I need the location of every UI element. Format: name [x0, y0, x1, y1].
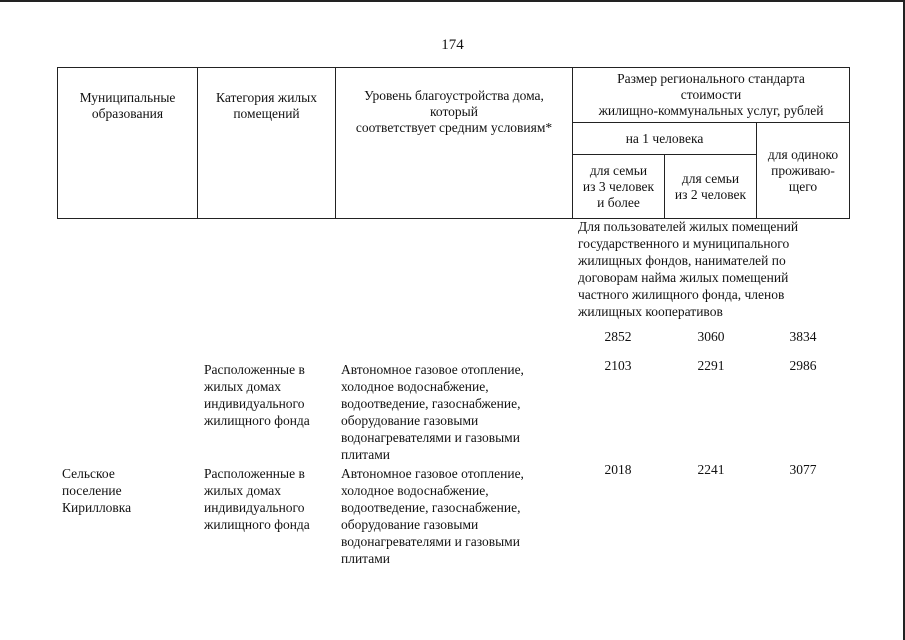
category-line: жилищного фонда [204, 517, 310, 532]
municipality-cell [62, 465, 131, 516]
users-note-line: государственного и муниципального [578, 236, 790, 251]
category-line: Расположенные в [204, 466, 305, 481]
header-level [336, 68, 573, 219]
header-table [57, 67, 850, 219]
value-single: 3077 [789, 462, 817, 477]
level-line: водонагревателями и газовыми [341, 430, 520, 445]
municipality-line: Кирилловка [62, 500, 132, 515]
users-note-line: договорам найма жилых помещений [578, 270, 789, 285]
users-note-line: частного жилищного фонда, членов [578, 287, 785, 302]
category-line: Расположенные в [204, 362, 305, 377]
level-line: оборудование газовыми [341, 517, 479, 532]
header-family2-line: из 2 человек [674, 186, 747, 202]
level-line: оборудование газовыми [341, 413, 479, 428]
category-line: индивидуального [204, 396, 305, 411]
header-level-line: Уровень благоустройства дома, [364, 88, 544, 103]
level-line: плитами [341, 551, 391, 566]
header-family2-line: для семьи [681, 170, 740, 186]
header-standard-line: Размер регионального стандарта [617, 71, 805, 86]
header-level-line: который [430, 104, 478, 119]
value-family2: 3060 [697, 329, 725, 344]
header-per-person: на 1 человека [573, 123, 757, 155]
value-family2: 2291 [697, 358, 725, 373]
header-standard-line: стоимости [680, 87, 742, 102]
header-single [757, 123, 850, 219]
page-border-top [0, 0, 905, 2]
value-single: 2986 [789, 358, 817, 373]
users-note-line: жилищных фондов, нанимателей по [578, 253, 786, 268]
page-number: 174 [441, 37, 464, 53]
category-line: индивидуального [204, 500, 305, 515]
category-line: жилых домах [204, 379, 282, 394]
value-family2: 2241 [697, 462, 725, 477]
level-line: плитами [341, 447, 391, 462]
header-category: Категория жилых помещений [198, 68, 336, 219]
header-standard-line: жилищно-коммунальных услуг, рублей [598, 103, 824, 118]
level-line: Автономное газовое отопление, [341, 466, 524, 481]
header-family3-line: и более [597, 194, 640, 210]
level-line: водонагревателями и газовыми [341, 534, 520, 549]
category-cell [204, 361, 310, 429]
users-note-line: Для пользователей жилых помещений [578, 219, 799, 234]
level-cell [341, 361, 524, 463]
header-family3 [573, 155, 665, 219]
level-line: холодное водоснабжение, [341, 483, 489, 498]
category-line: жилищного фонда [204, 413, 310, 428]
header-family3-line: из 3 человек [582, 178, 655, 194]
value-family3: 2852 [604, 329, 632, 344]
header-level-line: соответствует средним условиям* [355, 120, 553, 135]
category-line: жилых домах [204, 483, 282, 498]
level-line: водоотведение, газоснабжение, [341, 500, 521, 515]
header-standard [573, 68, 850, 123]
level-line: холодное водоснабжение, [341, 379, 489, 394]
header-single-line: щего [788, 178, 818, 194]
header-single-line: для одиноко [767, 146, 839, 162]
municipality-line: Сельское [62, 466, 115, 481]
header-family2 [665, 155, 757, 219]
value-family3: 2018 [604, 462, 632, 477]
header-municipality: Муниципальные образования [58, 68, 198, 219]
level-line: водоотведение, газоснабжение, [341, 396, 521, 411]
value-single: 3834 [789, 329, 817, 344]
value-family3: 2103 [604, 358, 632, 373]
users-note-line: жилищных кооперативов [578, 304, 723, 319]
header-single-line: проживаю- [771, 162, 835, 178]
level-cell [341, 465, 524, 567]
level-line: Автономное газовое отопление, [341, 362, 524, 377]
municipality-line: поселение [62, 483, 122, 498]
users-note [578, 218, 798, 320]
header-family3-line: для семьи [589, 162, 648, 178]
category-cell [204, 465, 310, 533]
